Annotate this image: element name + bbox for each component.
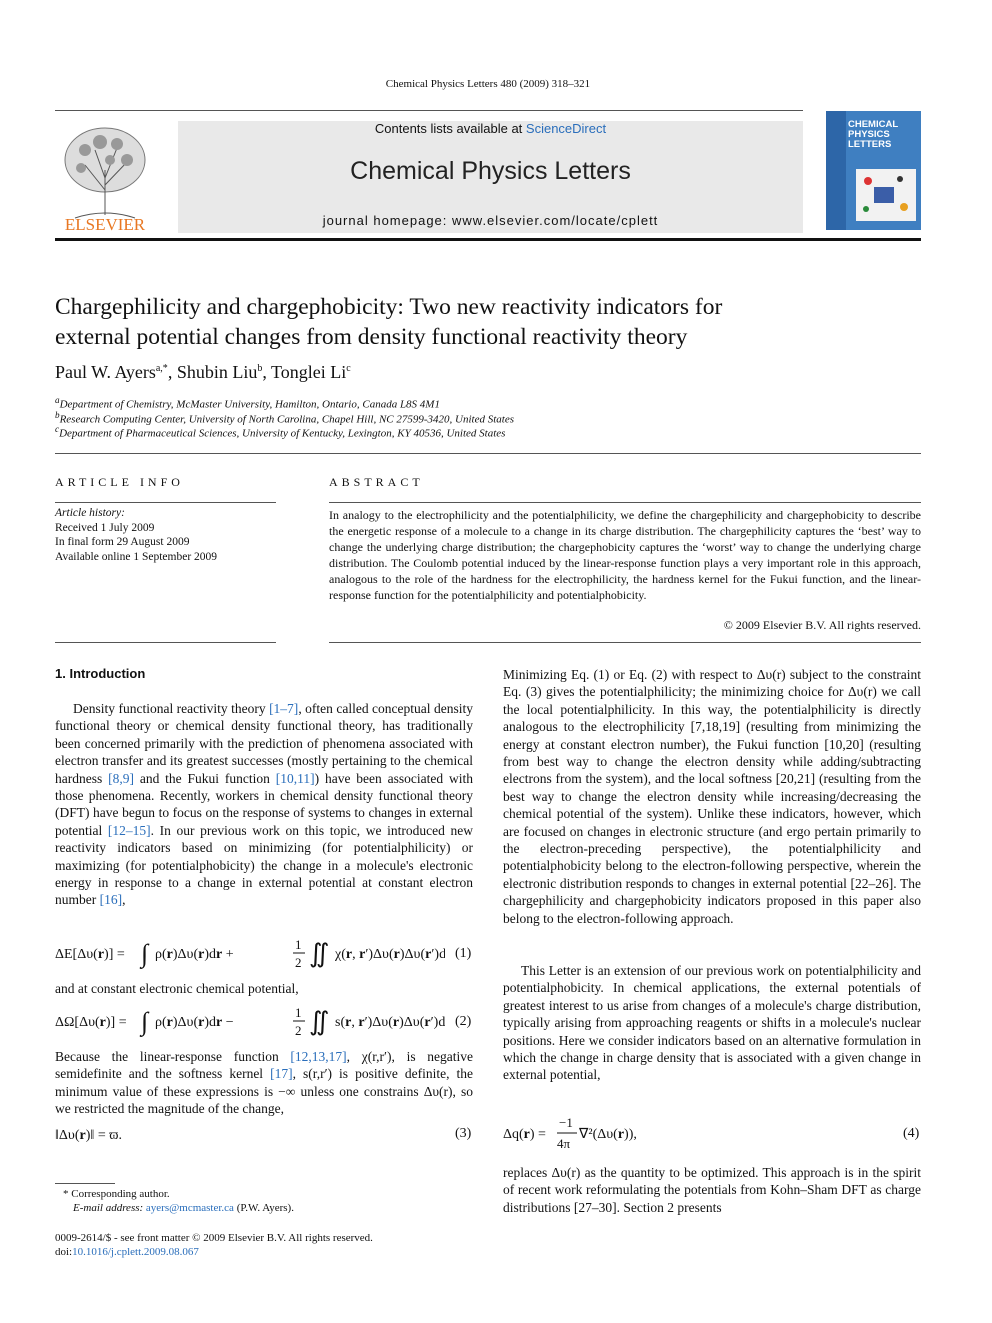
equation-number: (3) bbox=[455, 1126, 472, 1141]
doi-link[interactable]: 10.1016/j.cplett.2009.08.067 bbox=[72, 1246, 199, 1258]
svg-text:2: 2 bbox=[295, 955, 302, 970]
author-sup[interactable]: a,* bbox=[155, 363, 168, 374]
elsevier-logo bbox=[55, 120, 155, 232]
cover-band bbox=[826, 111, 846, 230]
svg-text:∬: ∬ bbox=[309, 939, 330, 968]
abstract-rule bbox=[329, 502, 921, 503]
svg-text:ρ(r)Δυ(r)dr +: ρ(r)Δυ(r)dr + bbox=[155, 947, 234, 962]
journal-cover-image bbox=[826, 111, 921, 230]
equation-4-math bbox=[503, 1112, 703, 1156]
svg-text:ρ(r)Δυ(r)dr −: ρ(r)Δυ(r)dr − bbox=[155, 1015, 234, 1030]
author-list: Paul W. Ayers$^{a,*}$, Shubin Liu$^b$, Tonglei Li$^c$ bbox=[55, 362, 351, 382]
header-rule-bottom bbox=[55, 238, 921, 241]
right-paragraph-1: Minimizing Eq. (1) or Eq. (2) with respect to Δυ(r) subject to the constraint Eq. (3) gives the potentialphilicity; the minimizing choice for Δυ(r) we call the local potentialphilicity. In this way, the potentialphilicity is directly analogous to the electrophilicity [7,18,19] (resulting from minimizing the energy at constant electron number), the Fukui function [10,20] (resulting from best way to change the electron density while adding/subtracting electrons from the system), and the local softness [20,21] (resulting from the best way to change the electron density while increasing/decreasing the chemical potential of the system). Unlike these indicators, however, which are focused on changes in electronic structure (and ergo pertain primarily to the electron-preceding perspective), the potentialphilicity and potentialphobicity belong to the electron-following perspective, wherein the electronic distribution responds to changes in external potential [22–26]. The chargephilicity and chargephobicity indicators proposed in this paper also belong to the electron-following approach. bbox=[503, 667, 921, 926]
svg-text:∇²(Δυ(r)),: ∇²(Δυ(r)), bbox=[579, 1127, 637, 1142]
equation-2-math bbox=[55, 1004, 445, 1040]
citation-link[interactable]: [16] bbox=[99, 892, 123, 908]
svg-text:1: 1 bbox=[295, 1005, 302, 1020]
svg-text:Δq(r) =: Δq(r) = bbox=[503, 1127, 546, 1142]
equation-3 bbox=[55, 1124, 255, 1149]
cover-illustration bbox=[856, 169, 916, 221]
journal-homepage[interactable]: journal homepage: www.elsevier.com/locate/cplett bbox=[322, 213, 659, 228]
cover-title: CHEMICAL PHYSICS LETTERS bbox=[848, 119, 899, 150]
article-info-rule-bottom bbox=[55, 642, 276, 643]
svg-text:−1: −1 bbox=[559, 1115, 573, 1130]
author-name: Tonglei Li bbox=[271, 362, 347, 382]
svg-text:χ(r, r′)Δυ(r)Δυ(r′)drdr′,: χ(r, r′)Δυ(r)Δυ(r′)d bbox=[335, 947, 445, 962]
abstract-copyright: © 2009 Elsevier B.V. All rights reserved. bbox=[723, 618, 921, 632]
email-link[interactable]: ayers@mcmaster.ca bbox=[145, 1202, 234, 1214]
footnote-email: E-mail address: ayers@mcmaster.ca (P.W. Ayers). bbox=[73, 1202, 294, 1214]
right-paragraph-3: replaces Δυ(r) as the quantity to be optimized. This approach is in the spirit of recent work reformulating the potentials from Kohn–Sham DFT as charge distributions [27–30]. Section 2 presents bbox=[503, 1165, 921, 1215]
intro-paragraph-1: Density functional reactivity theory [1–7], often called conceptual density functional theory or chemical density functional theory, has traditionally been concerned primarily with the prediction of phenomena associated with electron transfer and its greatest successes (mostly pertaining to the chemical hardness [8,9] and the Fukui function [10,11]) have been associated with those phenomena. Recently, workers in chemical density functional theory (DFT) have begun to focus on the response of systems to changes in external potential [12–15]. In our previous work on this topic, we introduced new reactivity indicators based on minimizing (for potentialphilicity) or maximizing (for potentialphobicity) the change in a molecule's electronic energy in response to a change in external potential at constant electron number [16], bbox=[55, 701, 473, 908]
svg-text:∬: ∬ bbox=[309, 1007, 330, 1036]
sciencedirect-link[interactable]: ScienceDirect bbox=[525, 121, 607, 136]
equation-4 bbox=[503, 1112, 703, 1161]
author-sup[interactable]: b bbox=[257, 363, 263, 374]
right-paragraph-2: This Letter is an extension of our previous work on potentialphilicity and potentialphobicity. In chemical applications, the external potentials of greatest interest to us arise from changes of a molecule's charge distribution, typically arising from approaching reagents or shifts in a molecule's nuclear positions. Here we consider indicators based on an alternative formulation in which the change in charge density that is associated with a given change in external potential, bbox=[503, 963, 921, 1083]
publisher-name: ELSEVIER bbox=[64, 215, 146, 232]
citation-link[interactable]: [12–15] bbox=[107, 822, 151, 838]
abstract-rule-bottom bbox=[329, 642, 921, 643]
svg-text:4π: 4π bbox=[557, 1136, 571, 1151]
header-rule-top bbox=[55, 110, 803, 111]
running-head: Chemical Physics Letters 480 (2009) 318–321 bbox=[385, 78, 591, 90]
citation-link[interactable]: [17] bbox=[270, 1066, 293, 1082]
equation-1-math bbox=[55, 936, 445, 972]
svg-text:∫: ∫ bbox=[141, 1007, 149, 1036]
svg-text:s(r, r′)Δυ(r)Δυ(r′)drdr′.: s(r, r′)Δυ(r)Δυ(r′)d bbox=[335, 1015, 445, 1030]
affiliation: $^a$Department of Chemistry, McMaster University, Hamilton, Ontario, Canada L8S 4M1 bbox=[55, 395, 440, 411]
citation-link[interactable]: [8,9] bbox=[108, 770, 134, 786]
journal-masthead bbox=[178, 121, 803, 233]
intro-paragraph-2: Because the linear-response function [12,13,17], χ(r,r′), is negative semidefinite and the softness kernel [17], s(r,r′) is positive definite, the minimum value of these expressions is −∞ unless one constrains Δυ(r), so we restricted the magnitude of the change, bbox=[55, 1049, 473, 1117]
article-title: Chargephilicity and chargephobicity: Two new reactivity indicators for external potential changes from density functional reactivity theory bbox=[55, 294, 723, 350]
elsevier-tree-icon bbox=[55, 120, 155, 232]
section-rule bbox=[55, 453, 921, 454]
svg-text:‖Δυ(r)‖ = ϖ.: ‖Δυ(r)‖ = ϖ. bbox=[55, 1128, 122, 1143]
svg-text:1: 1 bbox=[295, 937, 302, 952]
equation-2 bbox=[55, 1004, 445, 1040]
svg-text:∫: ∫ bbox=[141, 939, 149, 968]
svg-text:2: 2 bbox=[295, 1023, 302, 1038]
equation-3-math bbox=[55, 1124, 255, 1144]
doi-line: doi:10.1016/j.cplett.2009.08.067 bbox=[55, 1246, 199, 1258]
affiliation: $^c$Department of Pharmaceutical Sciences, University of Kentucky, Lexington, KY 40536, United States bbox=[55, 424, 506, 440]
section-heading: 1. Introduction bbox=[55, 666, 146, 681]
contents-line bbox=[178, 121, 803, 136]
citation-link[interactable]: [10,11] bbox=[275, 770, 315, 786]
text-between-equations: and at constant electronic chemical potential, bbox=[55, 981, 299, 996]
footnote-corresponding: * Corresponding author. bbox=[63, 1188, 170, 1200]
article-info-heading: ARTICLE INFO bbox=[55, 475, 184, 489]
issn-line: 0009-2614/$ - see front matter © 2009 Elsevier B.V. All rights reserved. bbox=[55, 1232, 373, 1244]
affiliation: $^b$Research Computing Center, University of North Carolina, Chapel Hill, NC 27599-3420, United States bbox=[55, 410, 515, 426]
abstract-text: In analogy to the electrophilicity and the potentialphilicity, we define the chargephilicity and chargephobicity to describe the energetic response of a molecule to a change in its charge distribution. The chargephilicity captures the ‘best’ way to change the underlying charge distribution; the chargephobicity captures the ‘worst’ way to change the underlying charge distribution. The Coulomb potential induced by the linear-response function plays a very important role in this approach, analogous to the role of the hardness for the electrophilicity, the hardness kernel for the Fukui function, and the linear-response function for the potentialphilicity and potentialphobicity. bbox=[329, 508, 921, 602]
citation-link[interactable]: [1–7] bbox=[269, 701, 299, 716]
equation-number: (4) bbox=[903, 1126, 920, 1141]
contents-prefix: Contents lists available at bbox=[374, 121, 526, 136]
author-sup[interactable]: c bbox=[346, 363, 351, 374]
equation-1 bbox=[55, 936, 445, 972]
article-info-rule bbox=[55, 502, 276, 503]
abstract-heading: ABSTRACT bbox=[329, 475, 424, 489]
article-history: Article history: Received 1 July 2009 In final form 29 August 2009 Available online 1 September 2009 bbox=[55, 507, 218, 563]
equation-number: (1) bbox=[455, 946, 472, 961]
citation-link[interactable]: [12,13,17] bbox=[290, 1049, 347, 1064]
author-name: Paul W. Ayers bbox=[55, 362, 156, 382]
svg-text:ΔE[Δυ(r)] =: ΔE[Δυ(r)] = bbox=[55, 947, 125, 962]
equation-number: (2) bbox=[455, 1014, 472, 1029]
author-name: Shubin Liu bbox=[176, 362, 258, 382]
svg-text:ΔΩ[Δυ(r)] =: ΔΩ[Δυ(r)] = bbox=[55, 1015, 127, 1030]
footnote-rule bbox=[55, 1183, 115, 1184]
molecule-icon bbox=[856, 169, 916, 221]
journal-name: Chemical Physics Letters bbox=[350, 157, 631, 185]
